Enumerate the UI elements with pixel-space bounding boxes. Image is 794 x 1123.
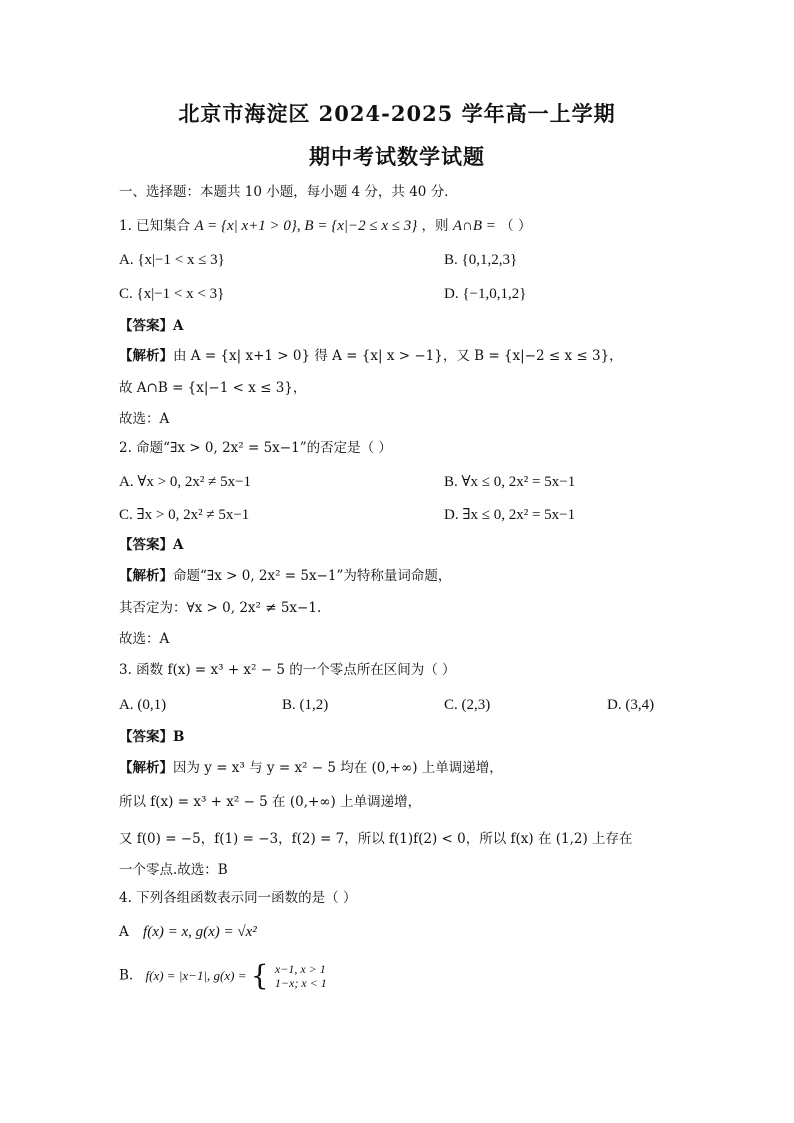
q1-option-b: B. {0,1,2,3} xyxy=(444,252,518,268)
q1-answer: 【答案】A xyxy=(119,318,184,334)
q4-option-b-case1: x−1, x > 1 xyxy=(274,962,326,976)
piecewise-brace-icon: { xyxy=(250,959,269,992)
q3-analysis-line1 xyxy=(119,758,503,778)
q1-stem-math: A = {x| x+1 > 0}, B = {x|−2 ≤ x ≤ 3} xyxy=(194,218,418,234)
q1-analysis-label: 【解析】 xyxy=(119,348,173,364)
q3-analysis-line4: 一个零点.故选：B xyxy=(119,862,228,878)
q3-stem: 3. 函数 f(x) = x³ + x² − 5 的一个零点所在区间为（ ） xyxy=(119,662,456,678)
q1-analysis-line2: 故 A∩B = {x|−1 < x ≤ 3}， xyxy=(119,380,307,396)
q1-stem-text: 1. 已知集合 xyxy=(119,218,191,234)
q1-option-d: D. {−1,0,1,2} xyxy=(444,286,527,302)
q2-analysis-line3: 故选：A xyxy=(119,631,170,647)
q3-analysis-line3: 又 f(0) = −5，f(1) = −3，f(2) = 7，所以 f(1)f(2) < 0，所以 f(x) 在 (1,2) 上存在 xyxy=(119,831,633,847)
q1-stem-text2: ，则 xyxy=(421,218,449,234)
q2-answer: 【答案】A xyxy=(119,537,184,553)
q2-option-b: B. ∀x ≤ 0, 2x² = 5x−1 xyxy=(444,474,576,490)
q4-option-a-label: A xyxy=(119,924,129,940)
q4-option-b-math: f(x) = |x−1|, g(x) = xyxy=(145,967,247,983)
q2-analysis-label: 【解析】 xyxy=(119,568,173,584)
q3-analysis-text1: 因为 y = x³ 与 y = x² − 5 均在 (0,+∞) 上单调递增， xyxy=(173,760,503,776)
q1-stem-math2: A∩B = xyxy=(452,218,496,234)
q3-option-c: C. (2,3) xyxy=(444,697,491,713)
q1-stem-paren: （ ） xyxy=(500,218,532,234)
q3-answer: 【答案】B xyxy=(119,729,185,745)
q3-analysis-label: 【解析】 xyxy=(119,760,173,776)
q4-option-b-cases xyxy=(275,962,327,990)
q1-option-a: A. {x|−1 < x ≤ 3} xyxy=(119,252,225,268)
q3-option-b: B. (1,2) xyxy=(282,697,329,713)
q4-option-b xyxy=(119,959,327,992)
q2-analysis-text1: 命题“∃x > 0, 2x² = 5x−1”为特称量词命题， xyxy=(173,568,452,584)
doc-title-line1: 北京市海淀区 2024-2025 学年高一上学期 xyxy=(178,101,616,126)
section-heading: 一、选择题：本题共 10 小题，每小题 4 分，共 40 分． xyxy=(119,184,458,200)
q2-option-a: A. ∀x > 0, 2x² ≠ 5x−1 xyxy=(119,474,252,490)
q2-analysis-line1 xyxy=(119,566,451,586)
q4-stem: 4. 下列各组函数表示同一函数的是（ ） xyxy=(119,890,357,906)
q4-option-b-case2: 1−x; x < 1 xyxy=(274,976,327,990)
q1-analysis-line3: 故选：A xyxy=(119,411,170,427)
q1-option-c: C. {x|−1 < x < 3} xyxy=(119,286,225,302)
q2-option-d: D. ∃x ≤ 0, 2x² = 5x−1 xyxy=(444,507,576,523)
q2-stem: 2. 命题“∃x > 0, 2x² = 5x−1”的否定是（ ） xyxy=(119,440,392,456)
doc-title-line2: 期中考试数学试题 xyxy=(309,144,485,169)
q3-option-a: A. (0,1) xyxy=(119,697,167,713)
q4-option-a xyxy=(119,922,257,942)
q2-option-c: C. ∃x > 0, 2x² ≠ 5x−1 xyxy=(119,507,250,523)
q1-stem xyxy=(119,216,531,236)
q2-analysis-line2: 其否定为：∀x > 0, 2x² ≠ 5x−1. xyxy=(119,600,322,616)
q4-option-a-math: f(x) = x, g(x) = √x² xyxy=(143,924,257,940)
q1-analysis-line1 xyxy=(119,346,623,366)
q4-option-b-label: B. xyxy=(119,967,134,984)
q3-option-d: D. (3,4) xyxy=(607,697,655,713)
q3-analysis-line2: 所以 f(x) = x³ + x² − 5 在 (0,+∞) 上单调递增， xyxy=(119,794,422,810)
q1-analysis-text1: 由 A = {x| x+1 > 0} 得 A = {x| x > −1}，又 B = {x|−2 ≤ x ≤ 3}， xyxy=(173,348,623,364)
